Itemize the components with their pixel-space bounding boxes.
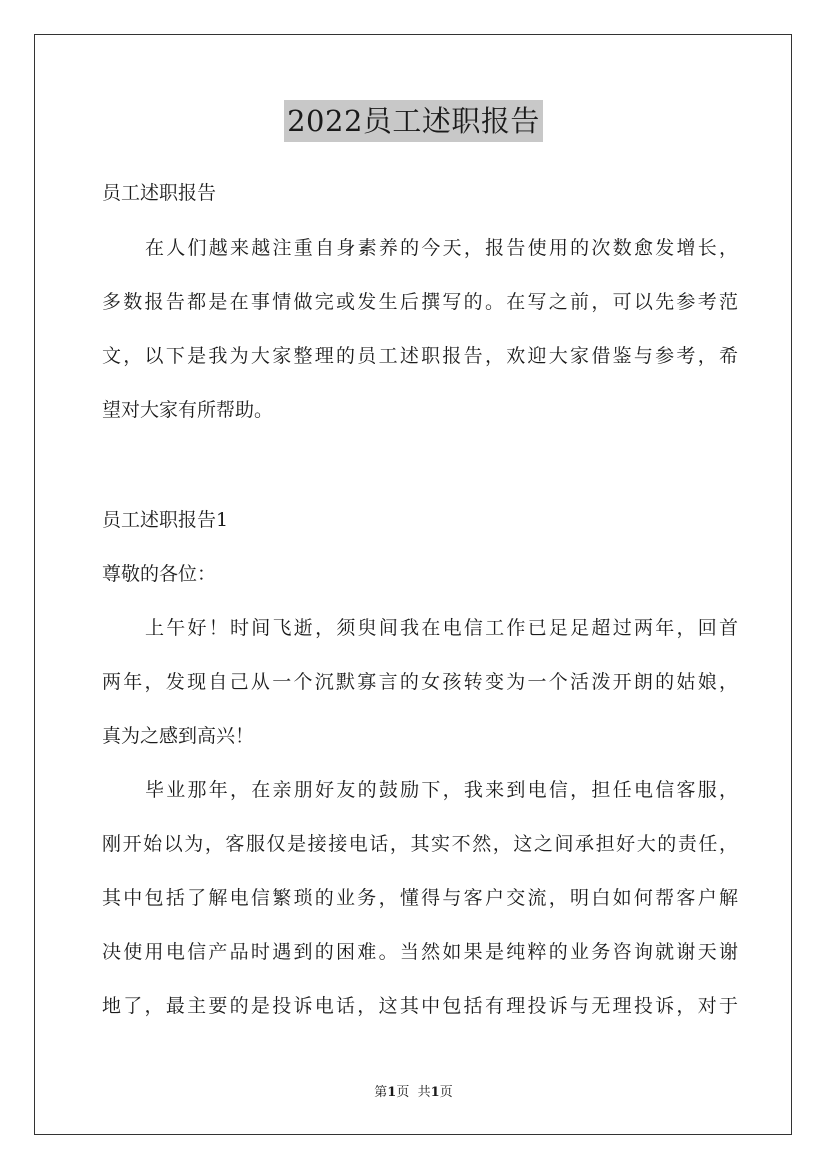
page-footer [0, 1084, 827, 1102]
paragraph2-line-5: 地了，最主要的是投诉电话，这其中包括有理投诉与无理投诉，对于 [102, 995, 738, 1017]
paragraph2-line-3: 其中包括了解电信繁琐的业务，懂得与客户交流，明白如何帮客户解 [102, 887, 738, 909]
intro-line-2: 多数报告都是在事情做完或发生后撰写的。在写之前，可以先参考范 [102, 291, 738, 313]
salutation: 尊敬的各位： [102, 563, 217, 585]
paragraph1-line-2: 两年，发现自己从一个沉默寡言的女孩转变为一个活泼开朗的姑娘， [102, 671, 738, 693]
document-title-text: 2022员工述职报告 [284, 100, 543, 142]
footer-page-number: 1 [387, 1085, 397, 1100]
section-heading: 员工述职报告1 [102, 509, 229, 531]
paragraph1-line-3: 真为之感到高兴！ [102, 725, 255, 747]
document-title [0, 100, 827, 142]
footer-prefix: 第 [374, 1085, 388, 1100]
paragraph2-line-4: 决使用电信产品时遇到的困难。当然如果是纯粹的业务咨询就谢天谢 [102, 941, 738, 963]
footer-page-unit: 页 [396, 1085, 410, 1100]
intro-line-3: 文，以下是我为大家整理的员工述职报告，欢迎大家借鉴与参考，希 [102, 345, 738, 367]
intro-line-4: 望对大家有所帮助。 [102, 399, 274, 421]
document-subtitle: 员工述职报告 [102, 182, 217, 204]
footer-total-unit: 页 [439, 1085, 453, 1100]
paragraph2-line-2: 刚开始以为，客服仅是接接电话，其实不然，这之间承担好大的责任， [102, 833, 738, 855]
intro-line-1: 在人们越来越注重自身素养的今天，报告使用的次数愈发增长， [145, 237, 738, 259]
paragraph2-line-1: 毕业那年，在亲朋好友的鼓励下，我来到电信，担任电信客服， [145, 779, 738, 801]
footer-total-pages: 1 [430, 1085, 440, 1100]
paragraph1-line-1: 上午好！时间飞逝，须臾间我在电信工作已足足超过两年，回首 [145, 617, 738, 639]
footer-total-prefix: 共 [417, 1085, 431, 1100]
